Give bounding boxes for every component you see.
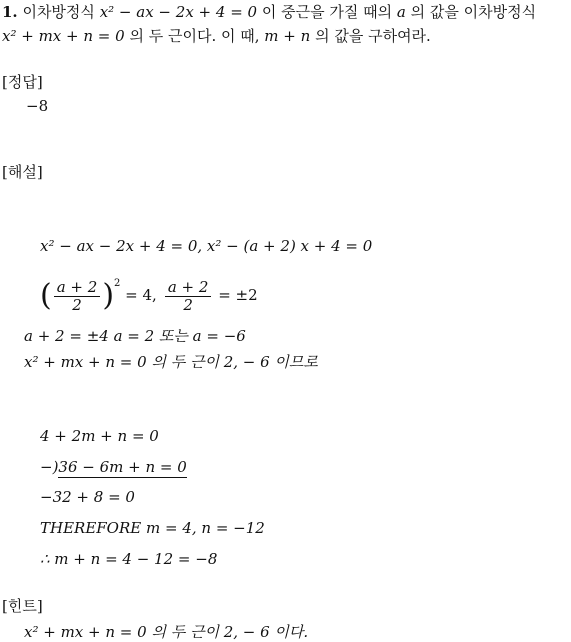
left-paren: ( (40, 278, 52, 313)
answer-header: [정답] (2, 73, 43, 91)
solution-step-2 (40, 266, 258, 314)
answer-value: −8 (26, 97, 49, 115)
solution-step-4: x² + mx + n = 0 의 두 근이 2, − 6 이므로 (24, 353, 318, 371)
solution-step-3: a + 2 = ±4 a = 2 또는 a = −6 (24, 327, 246, 345)
solution-step-8: THEREFORE m = 4, n = −12 (40, 519, 265, 537)
expression-m-plus-n: m + n (264, 27, 311, 45)
problem-line-1 (2, 2, 536, 22)
hint-text: x² + mx + n = 0 의 두 근이 2, − 6 이다. (24, 623, 309, 641)
underlined-equation: 36 − 6m + n = 0 (58, 458, 187, 476)
right-paren: ) (102, 278, 115, 313)
subtract-marker: −) (40, 458, 59, 476)
problem-text: 이차방정식 (22, 3, 95, 21)
problem-number: 1. (2, 3, 18, 21)
solution-step-1: x² − ax − 2x + 4 = 0, x² − (a + 2) x + 4 = 0 (40, 237, 373, 255)
fraction (165, 279, 212, 314)
solution-step-7: −32 + 8 = 0 (40, 488, 135, 506)
exponent: 2 (114, 278, 121, 289)
solution-step-9: ∴ m + n = 4 − 12 = −8 (40, 550, 218, 568)
problem-text: 의 두 근이다. 이 때, (129, 27, 260, 45)
solution-header: [해설] (2, 163, 43, 181)
equation-1: x² − ax − 2x + 4 = 0 (99, 3, 258, 21)
problem-text: 의 값을 구하여라. (315, 27, 431, 45)
equals-four: = 4, (120, 286, 157, 304)
variable-a: a (396, 3, 406, 21)
equals-plus-minus-two: = ±2 (213, 286, 258, 304)
fraction-numerator: a + 2 (54, 279, 101, 297)
solution-step-5: 4 + 2m + n = 0 (40, 427, 159, 445)
solution-step-6 (40, 457, 187, 477)
fraction-denominator: 2 (72, 295, 82, 314)
fraction-denominator: 2 (183, 295, 193, 314)
equation-2: x² + mx + n = 0 (2, 27, 125, 45)
fraction-numerator: a + 2 (165, 279, 212, 297)
problem-text: 이 중근을 가질 때의 (261, 3, 393, 21)
problem-text: 의 값을 이차방정식 (410, 3, 537, 21)
hint-header: [힌트] (2, 597, 43, 615)
problem-line-2 (2, 26, 431, 46)
fraction (54, 279, 101, 314)
